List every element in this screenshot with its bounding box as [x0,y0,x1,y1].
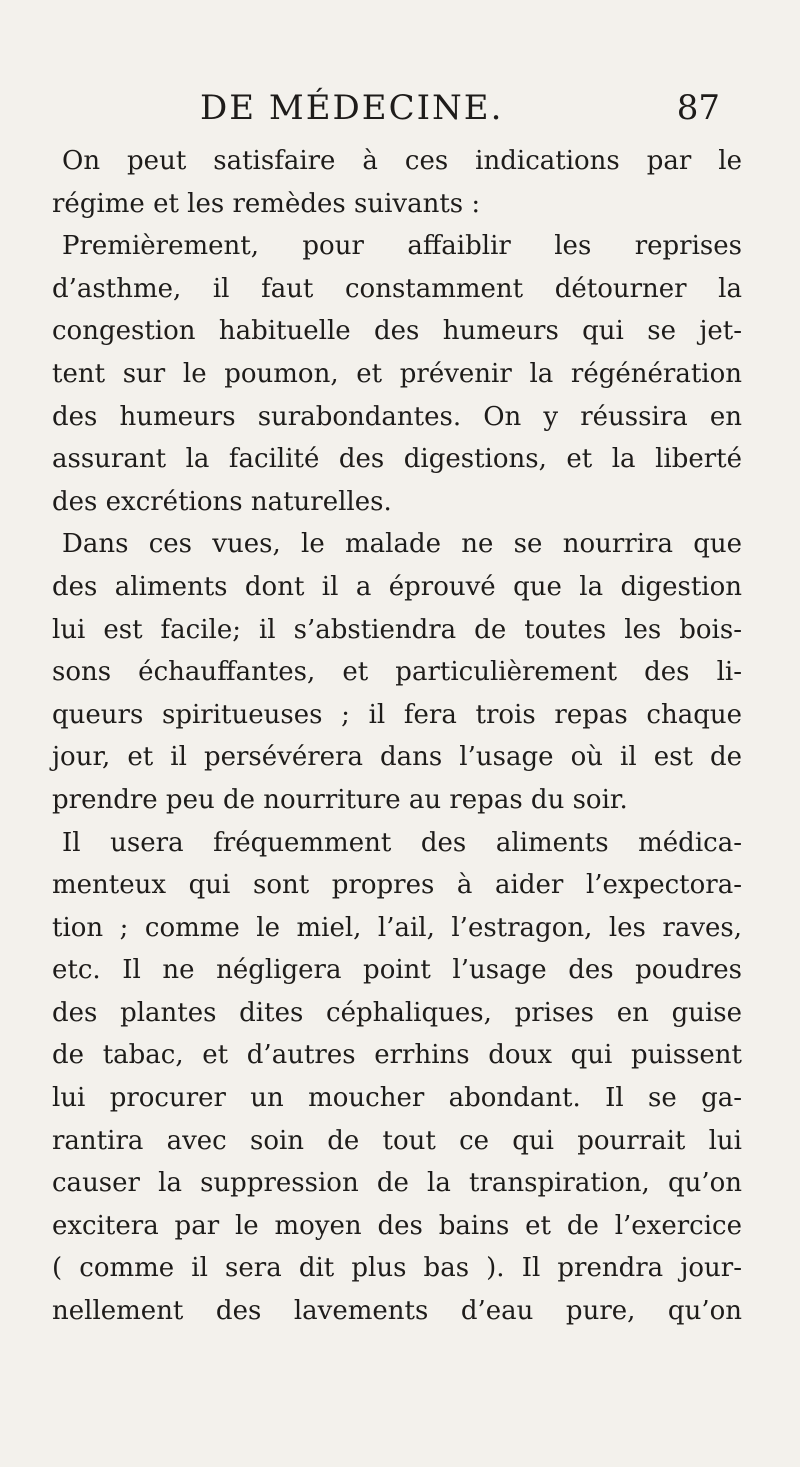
text-line: nellement des lavements d’eau pure, qu’on [52,1296,742,1327]
running-title: DE MÉDECINE. [200,88,504,128]
text-line: prendre peu de nourriture au repas du soir. [52,784,628,815]
text-line: des humeurs surabondantes. On y réussira en [52,401,742,432]
page-header [200,88,720,138]
text-line: sons échauffantes, et particulièrement des li- [52,657,742,688]
text-line: jour, et il persévérera dans l’usage où il est de [52,742,742,773]
text-line: assurant la facilité des digestions, et la liberté [52,444,742,475]
text-line: des excrétions naturelles. [52,486,392,517]
text-line: etc. Il ne négligera point l’usage des poudres [52,955,742,986]
body-text [52,140,742,1333]
text-line: excitera par le moyen des bains et de l’exercice [52,1210,742,1241]
text-line: congestion habituelle des humeurs qui se jet- [52,316,742,347]
text-line: de tabac, et d’autres errhins doux qui puissent [52,1040,742,1071]
text-line: lui procurer un moucher abondant. Il se ga- [52,1083,742,1114]
text-line: Il usera fréquemment des aliments médica- [62,827,742,858]
text-line: causer la suppression de la transpiration, qu’on [52,1168,742,1199]
text-line: Premièrement, pour affaiblir les reprises [62,231,742,262]
text-line: Dans ces vues, le malade ne se nourrira que [62,529,742,560]
text-line: régime et les remèdes suivants : [52,188,481,219]
text-line: lui est facile; il s’abstiendra de toutes les bois- [52,614,742,645]
text-line: queurs spiritueuses ; il fera trois repas chaque [52,699,742,730]
text-line: des plantes dites céphaliques, prises en guise [52,997,742,1028]
text-line: d’asthme, il faut constamment détourner la [52,273,742,304]
page-number: 87 [676,88,720,128]
text-line: On peut satisfaire à ces indications par le [62,146,742,176]
text-line: tion ; comme le miel, l’ail, l’estragon, les raves, [52,912,742,943]
text-line: ( comme il sera dit plus bas ). Il prendra jour- [52,1253,742,1284]
text-line: rantira avec soin de tout ce qui pourrait lui [52,1125,742,1156]
text-line: tent sur le poumon, et prévenir la régénération [52,358,742,389]
text-line: menteux qui sont propres à aider l’expectora- [52,870,742,901]
text-line: des aliments dont il a éprouvé que la digestion [52,571,742,602]
